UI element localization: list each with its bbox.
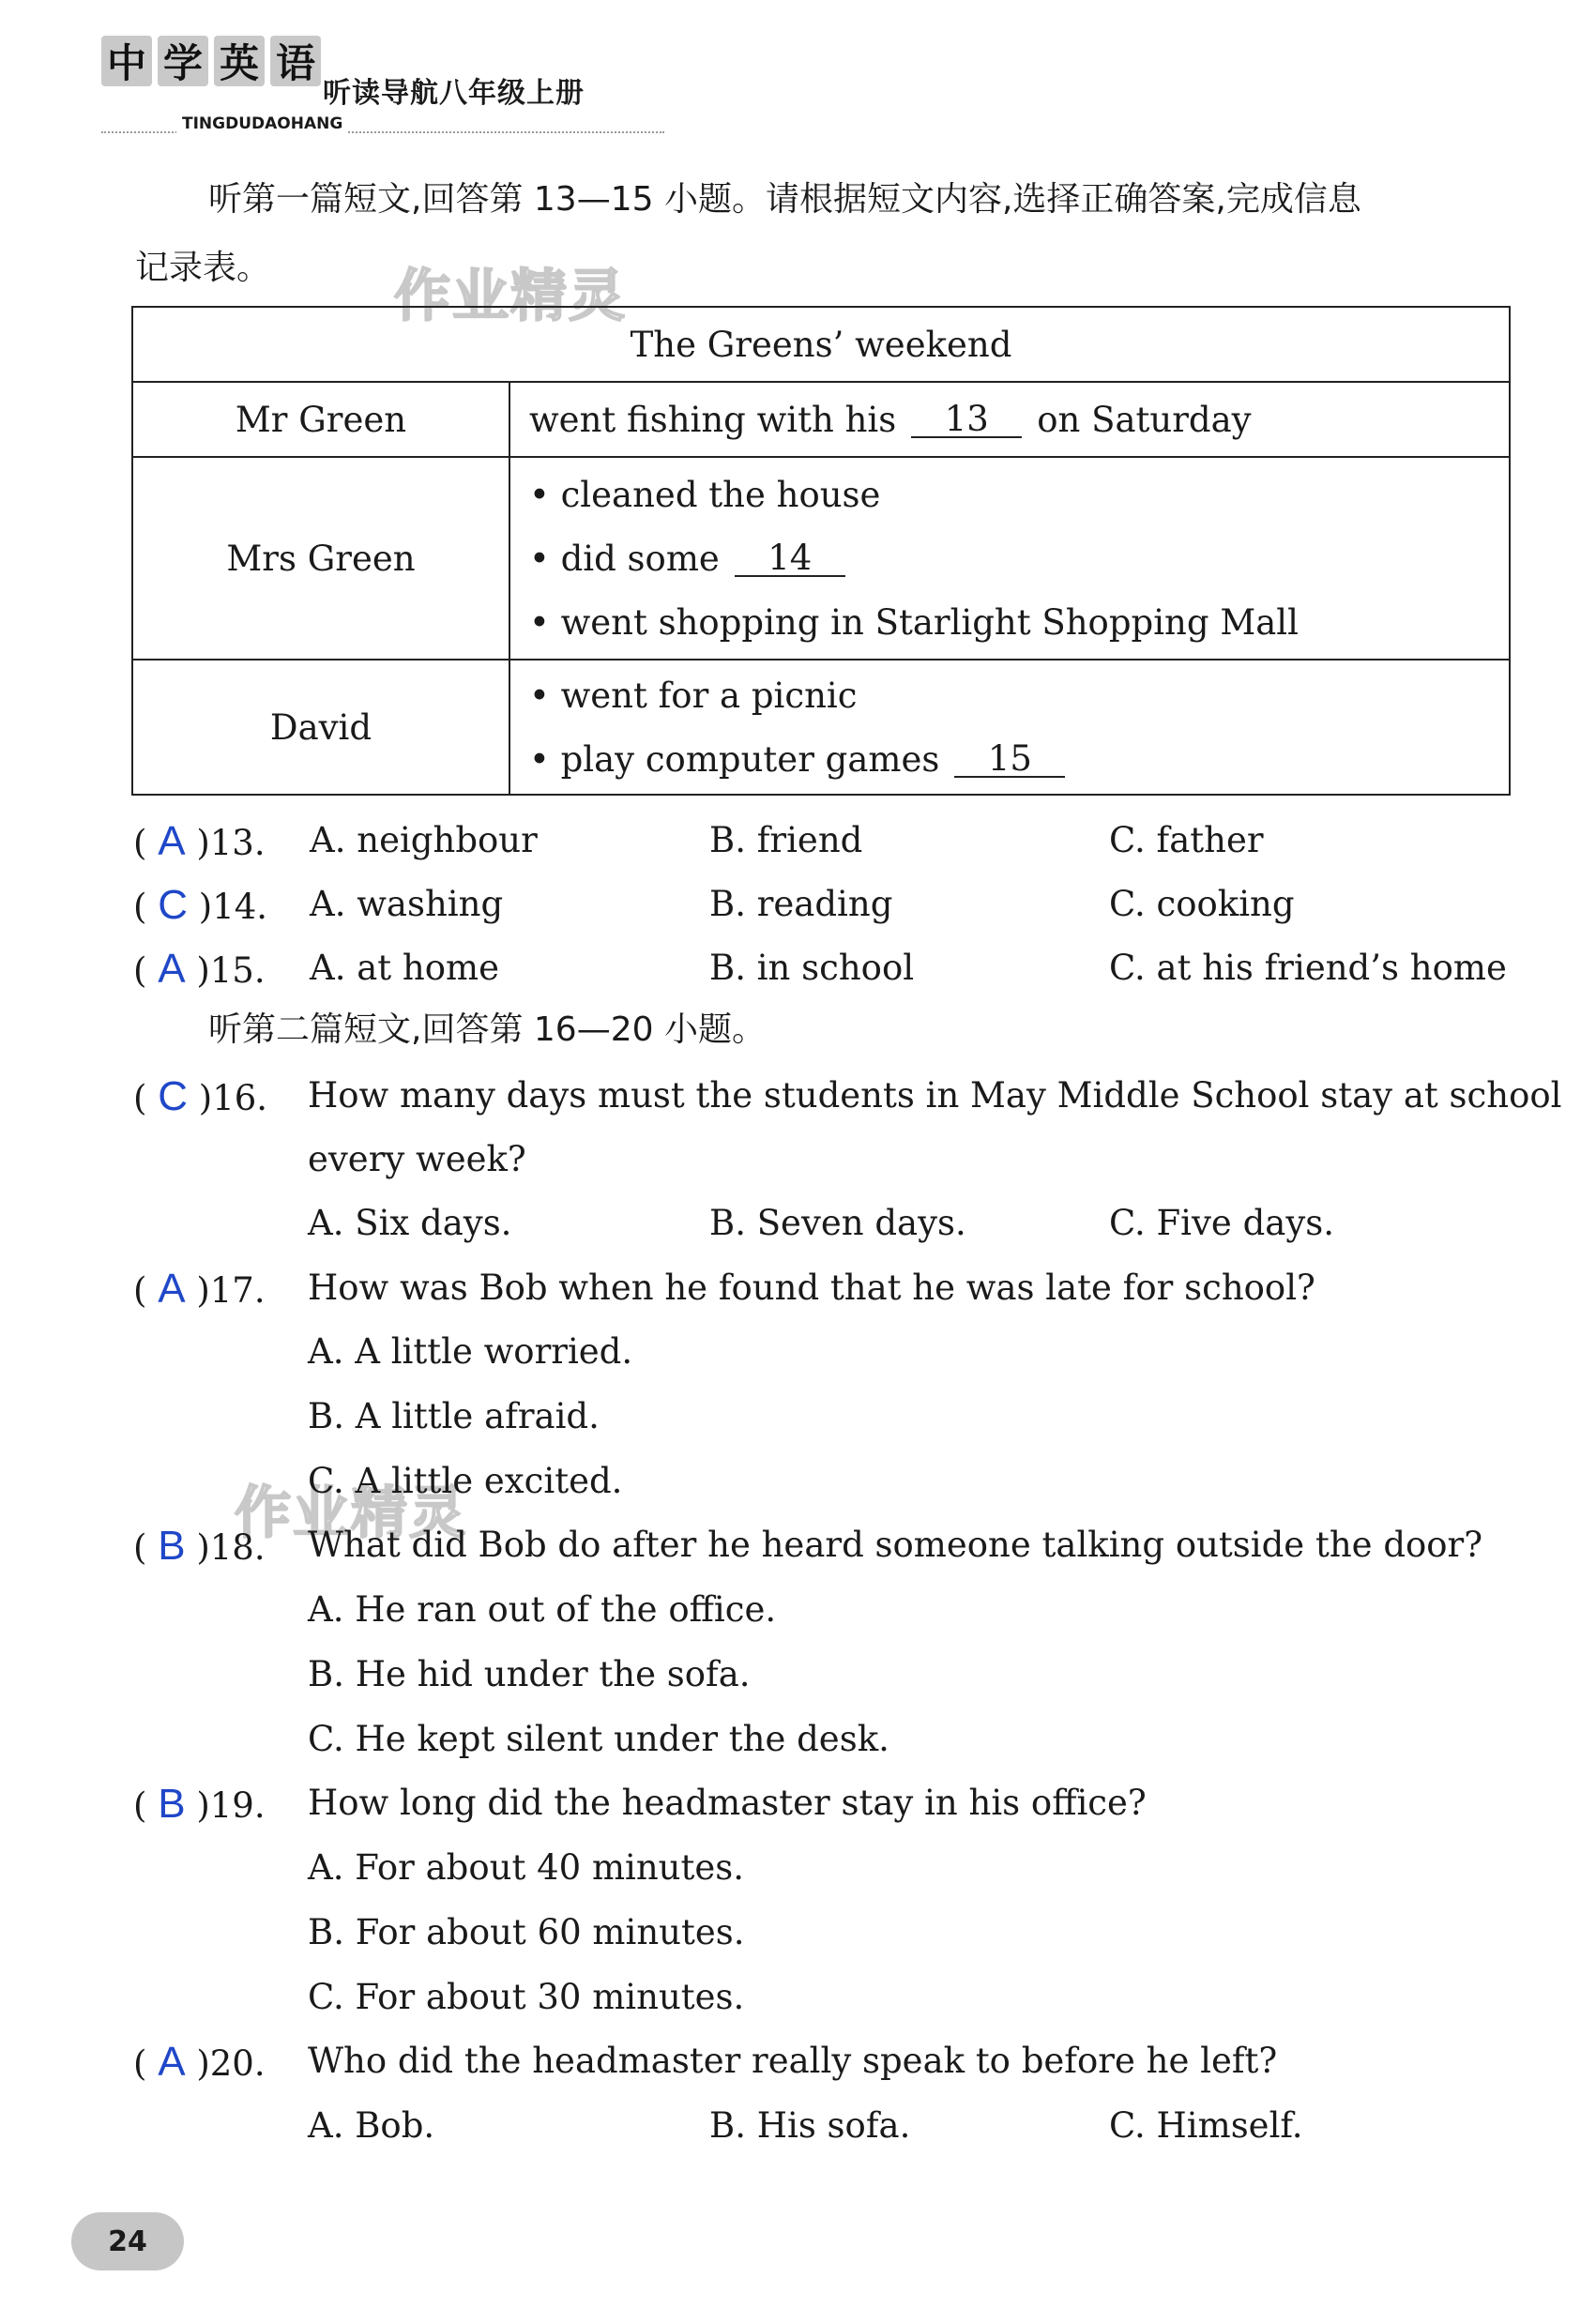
option[interactable]: A. For about 40 minutes. [308, 1847, 745, 1888]
question-number: 15. [209, 950, 266, 991]
content-line [529, 463, 1509, 526]
line-text: • went for a picnic [529, 675, 858, 716]
row-content [509, 382, 1510, 457]
option[interactable]: B. Seven days. [709, 1203, 966, 1243]
table-row [132, 457, 1510, 660]
line-text: • play computer games [529, 738, 940, 780]
page-number: 24 [71, 2212, 184, 2270]
section1-intro-line1: 听第一篇短文,回答第 13—15 小题。请根据短文内容,选择正确答案,完成信息 [208, 180, 1361, 219]
question-number: 16. [212, 1078, 268, 1118]
option[interactable]: B. For about 60 minutes. [308, 1912, 745, 1952]
option[interactable]: A. Bob. [308, 2105, 435, 2146]
answer-blank[interactable]: 13 [911, 402, 1022, 438]
table-row [132, 382, 1510, 457]
answer-mark[interactable]: A [158, 2039, 186, 2085]
header-subtitle: 听读导航八年级上册 [323, 77, 585, 110]
row-label: Mr Green [132, 382, 509, 457]
watermark: 作业精灵 [235, 1480, 467, 1546]
option[interactable]: A. Six days. [308, 1203, 512, 1243]
header-char: 中 [101, 36, 152, 86]
option[interactable]: A. washing [310, 884, 504, 924]
question-text: How many days must the students in May Middle School stay at school [308, 1075, 1562, 1116]
row-label: David [132, 660, 509, 795]
option[interactable]: A. neighbour [310, 820, 538, 860]
header-title [101, 36, 321, 86]
option[interactable]: C. father [1109, 820, 1264, 860]
content-line [529, 663, 1509, 727]
answer-mark[interactable]: C [158, 882, 188, 928]
option[interactable]: C. Himself. [1109, 2105, 1303, 2146]
question-number: 13. [209, 823, 266, 863]
question-text: What did Bob do after he heard someone talking outside the door? [308, 1525, 1483, 1565]
question-number: 20. [209, 2043, 266, 2084]
option[interactable]: C. cooking [1109, 884, 1295, 924]
question-number: 19. [209, 1785, 266, 1826]
question-19: ( B )19. [133, 1781, 266, 1827]
question-15: ( A )15. [133, 946, 266, 992]
question-text: How was Bob when he found that he was late for school? [308, 1268, 1315, 1308]
table-title: The Greens’ weekend [132, 307, 1510, 382]
info-table [131, 306, 1511, 796]
question-number: 14. [212, 887, 268, 927]
option[interactable]: B. friend [709, 820, 863, 860]
option[interactable]: B. He hid under the sofa. [308, 1654, 751, 1694]
option[interactable]: A. at home [310, 948, 500, 988]
option[interactable]: C. A little excited. [308, 1461, 623, 1501]
question-text: Who did the headmaster really speak to before he left? [308, 2041, 1278, 2081]
row-label: Mrs Green [132, 457, 509, 660]
page-header [101, 28, 683, 150]
table-row [132, 660, 1510, 795]
option[interactable]: C. For about 30 minutes. [308, 1977, 745, 2017]
content-line [529, 387, 1509, 451]
section2-intro: 听第二篇短文,回答第 16—20 小题。 [208, 1010, 766, 1049]
content-line [529, 590, 1509, 654]
answer-blank[interactable]: 15 [954, 741, 1065, 778]
question-18: ( B )18. [133, 1523, 266, 1569]
answer-mark[interactable]: A [158, 818, 186, 864]
option[interactable]: B. His sofa. [709, 2105, 911, 2146]
question-16: ( C )16. [133, 1073, 268, 1119]
option[interactable]: A. He ran out of the office. [308, 1589, 777, 1630]
option[interactable]: C. at his friend’s home [1109, 948, 1507, 988]
line-text: went fishing with his [529, 399, 897, 440]
option[interactable]: B. reading [709, 884, 893, 924]
header-char: 英 [214, 36, 265, 86]
row-content [509, 660, 1510, 795]
line-text: • cleaned the house [529, 474, 881, 515]
option[interactable]: C. Five days. [1109, 1203, 1334, 1243]
table-title-row [132, 307, 1510, 382]
row-content [509, 457, 1510, 660]
content-line [529, 526, 1509, 590]
question-17: ( A )17. [133, 1266, 266, 1312]
section1-intro-line2: 记录表。 [135, 249, 271, 287]
line-text: • did some [529, 538, 720, 579]
question-20: ( A )20. [133, 2039, 266, 2085]
question-number: 18. [209, 1527, 266, 1568]
line-text: on Saturday [1037, 399, 1252, 440]
option[interactable]: B. A little afraid. [308, 1396, 600, 1436]
header-char: 语 [270, 36, 321, 86]
content-line [529, 727, 1509, 791]
option[interactable]: A. A little worried. [308, 1331, 633, 1372]
header-pinyin: TINGDUDAOHANG [176, 114, 348, 133]
question-14: ( C )14. [133, 882, 268, 928]
question-text: How long did the headmaster stay in his office? [308, 1783, 1147, 1823]
question-13: ( A )13. [133, 818, 266, 864]
answer-mark[interactable]: A [158, 1266, 186, 1312]
watermark: 作业精灵 [394, 264, 627, 329]
line-text: • went shopping in Starlight Shopping Mall [529, 601, 1299, 643]
answer-mark[interactable]: A [158, 946, 186, 992]
question-number: 17. [209, 1270, 266, 1311]
answer-mark[interactable]: B [158, 1781, 186, 1827]
answer-mark[interactable]: B [158, 1523, 186, 1569]
option[interactable]: C. He kept silent under the desk. [308, 1719, 889, 1759]
answer-blank[interactable]: 14 [735, 540, 845, 577]
answer-mark[interactable]: C [158, 1073, 188, 1119]
option[interactable]: B. in school [709, 948, 915, 988]
question-text: every week? [308, 1139, 526, 1179]
header-char: 学 [158, 36, 208, 86]
